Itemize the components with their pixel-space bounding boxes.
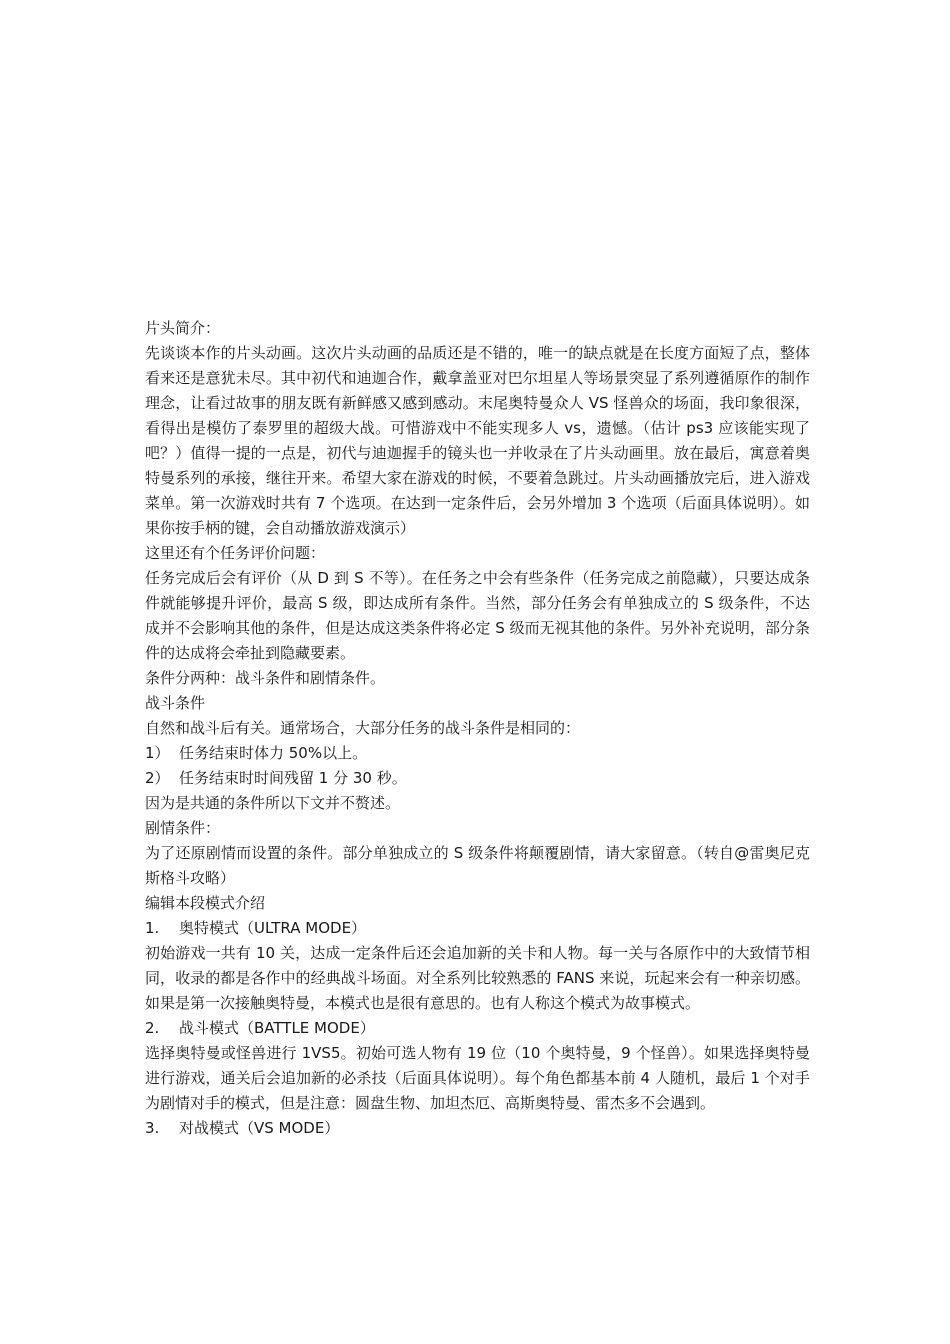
heading-intro: 片头简介： [145, 319, 221, 337]
paragraph-story-conditions: 为了还原剧情而设置的条件。部分单独成立的 S 级条件将颠覆剧情，请大家留意。（转自@雷奥尼克斯格斗攻略） [145, 844, 810, 887]
mode-number: 3. [145, 1119, 160, 1137]
paragraph-battle-conditions: 自然和战斗后有关。通常场合，大部分任务的战斗条件是相同的： [145, 719, 581, 737]
heading-story-conditions: 剧情条件： [145, 819, 221, 837]
mode-title: 战斗模式（BATTLE MODE） [179, 1019, 375, 1037]
list-item [145, 766, 810, 791]
list-item-number: 1） [145, 744, 170, 762]
mode-number: 2. [145, 1019, 160, 1037]
list-item [145, 741, 810, 766]
heading-battle-conditions: 战斗条件 [145, 694, 206, 712]
paragraph-mode-battle: 选择奥特曼或怪兽进行 1VS5。初始可选人物有 19 位（10 个奥特曼，9 个怪兽）。如果选择奥特曼进行游戏，通关后会追加新的必杀技（后面具体说明）。每个角色都基本前 4 人随机，最后 1 个对手为剧情对手的模式，但是注意：圆盘生物、加坦杰厄、高斯奥特曼、雷杰多不会遇到。 [145, 1044, 810, 1112]
mode-number: 1. [145, 919, 160, 937]
heading-rating: 这里还有个任务评价问题： [145, 544, 326, 562]
list-item-text: 任务结束时体力 50%以上。 [179, 744, 368, 762]
paragraph-two-kinds: 条件分两种：战斗条件和剧情条件。 [145, 669, 386, 687]
mode-heading-vs [145, 1116, 810, 1141]
paragraph-rating: 任务完成后会有评价（从 D 到 S 不等）。在任务之中会有些条件（任务完成之前隐藏），只要达成条件就能够提升评价，最高 S 级，即达成所有条件。当然，部分任务会有单独成立的 S 级条件，不达成并不会影响其他的条件，但是达成这类条件将必定 S 级而无视其他的条件。另外补充说明，部分条件的达成将会牵扯到隐藏要素。 [145, 569, 810, 662]
mode-title: 奥特模式（ULTRA MODE） [179, 919, 367, 937]
heading-modes: 编辑本段模式介绍 [145, 894, 266, 912]
mode-heading-battle [145, 1016, 810, 1041]
document-body [145, 316, 810, 1141]
paragraph-common: 因为是共通的条件所以下文并不赘述。 [145, 794, 401, 812]
mode-title: 对战模式（VS MODE） [179, 1119, 340, 1137]
list-item-text: 任务结束时时间残留 1 分 30 秒。 [179, 769, 407, 787]
paragraph-mode-ultra: 初始游戏一共有 10 关，达成一定条件后还会追加新的关卡和人物。每一关与各原作中的大致情节相同，收录的都是各作中的经典战斗场面。对全系列比较熟悉的 FANS 来说，玩起来会有一种亲切感。如果是第一次接触奥特曼，本模式也是很有意思的。也有人称这个模式为故事模式。 [145, 944, 810, 1012]
paragraph-intro: 先谈谈本作的片头动画。这次片头动画的品质还是不错的，唯一的缺点就是在长度方面短了点，整体看来还是意犹未尽。其中初代和迪迦合作，戴拿盖亚对巴尔坦星人等场景突显了系列遵循原作的制作理念，让看过故事的朋友既有新鲜感又感到感动。末尾奥特曼众人 VS 怪兽众的场面，我印象很深，看得出是模仿了泰罗里的超级大战。可惜游戏中不能实现多人 vs，遗憾。（估计 ps3 应该能实现了吧？）值得一提的一点是，初代与迪迦握手的镜头也一并收录在了片头动画里。放在最后，寓意着奥特曼系列的承接，继往开来。希望大家在游戏的时候，不要着急跳过。片头动画播放完后，进入游戏菜单。第一次游戏时共有 7 个选项。在达到一定条件后，会另外增加 3 个选项（后面具体说明）。如果你按手柄的键，会自动播放游戏演示） [145, 344, 810, 537]
list-item-number: 2） [145, 769, 170, 787]
mode-heading-ultra [145, 916, 810, 941]
